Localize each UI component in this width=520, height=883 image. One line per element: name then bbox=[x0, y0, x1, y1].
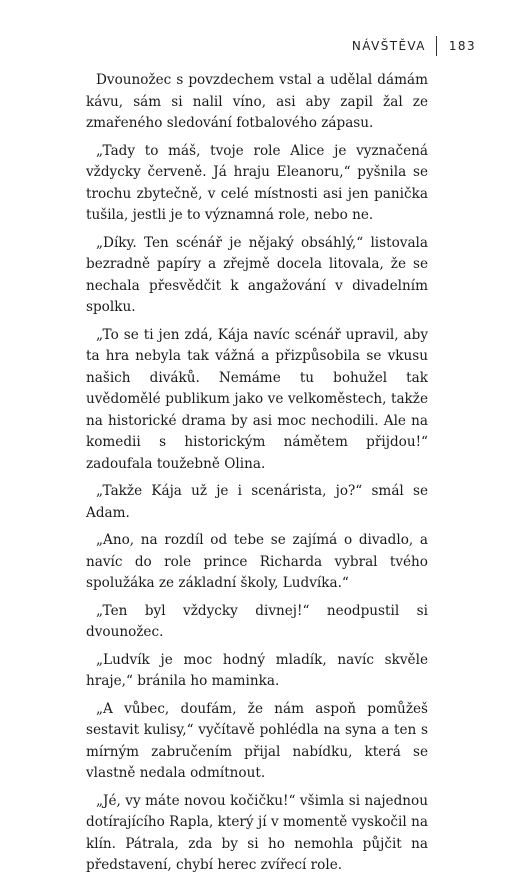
paragraph: „Ten byl vždycky divnej!“ neodpustil si dvounožec. bbox=[86, 602, 428, 640]
paragraph: „Tady to máš, tvoje role Alice je vyznačená vždycky červeně. Já hraju Eleanoru,“ pyšnila se trochu zbytečně, v celé místnosti asi jen panička tušila, jestli je to významná role, nebo ne. bbox=[86, 142, 428, 223]
paragraph: „Ludvík je moc hodný mladík, navíc skvěle hraje,“ bránila ho maminka. bbox=[86, 651, 428, 689]
header-divider bbox=[436, 36, 437, 56]
paragraph: „Ano, na rozdíl od tebe se zajímá o divadlo, a navíc do role prince Richarda vybral tvého spolužáka ze základní školy, Ludvíka.“ bbox=[86, 532, 428, 591]
paragraph: „Díky. Ten scénář je nějaký obsáhlý,“ listovala bezradně papíry a zřejmě docela litovala, že se nechala přesvědčit k angažování v divadelním spolku. bbox=[86, 234, 428, 315]
body-text bbox=[86, 70, 428, 883]
paragraph: „A vůbec, doufám, že nám aspoň pomůžeš sestavit kulisy,“ vyčítavě pohlédla na syna a ten s mírným zabručením přijal nabídku, která se vlastně nedala odmítnout. bbox=[86, 700, 428, 781]
paragraph: „Takže Kája už je i scenárista, jo?“ smál se Adam. bbox=[86, 483, 428, 521]
paragraph: „Jé, vy máte novou kočičku!“ všimla si najednou dotírajícího Rapla, který jí v momentě vyskočil na klín. Pátrala, zda by si ho nemohla půjčit na představení, chybí herec zvířecí role. bbox=[86, 792, 428, 873]
paragraph: Dvounožec s povzdechem vstal a udělal dámám kávu, sám si nalil víno, asi aby zapil žal ze zmařeného sledování fotbalového zápasu. bbox=[86, 72, 428, 131]
chapter-title: NÁVŠTĚVA bbox=[351, 39, 426, 53]
running-header bbox=[352, 35, 476, 57]
paragraph: „To se ti jen zdá, Kája navíc scénář upravil, aby ta hra nebyla tak vážná a přizpůsobila se vkusu našich diváků. Nemáme tu bohužel tak uvědomělé publikum jako ve velkoměstech, takže na historické drama by asi moc nechodili. Ale na komedii s historickým námětem přijdou!“ zadoufala toužebně Olina. bbox=[86, 326, 428, 472]
page-number: 183 bbox=[448, 39, 476, 53]
